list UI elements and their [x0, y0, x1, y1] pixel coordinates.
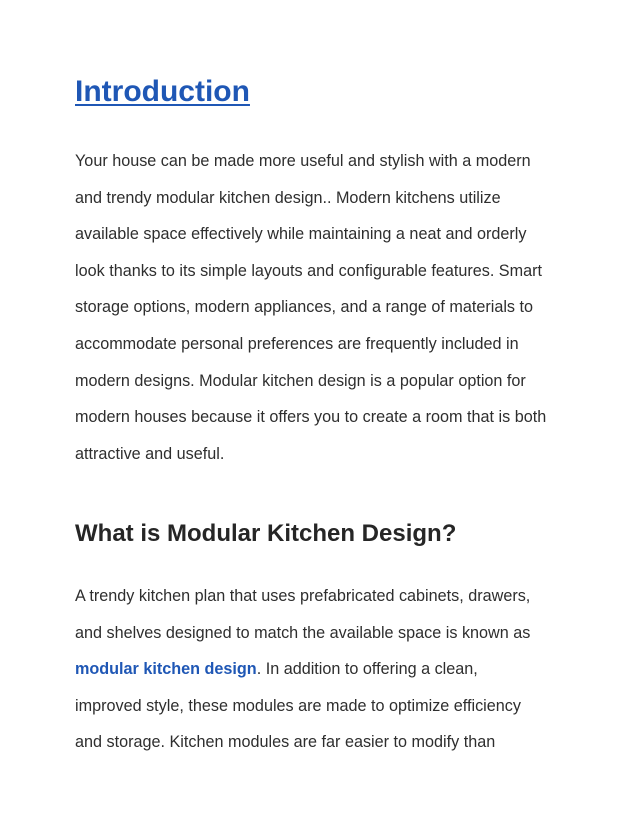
section-line: A trendy kitchen plan that uses prefabricated cabinets, drawers, [75, 587, 531, 605]
section-line-with-link [75, 651, 595, 688]
intro-paragraph [75, 143, 595, 472]
section-paragraph [75, 578, 595, 761]
intro-line: Your house can be made more useful and stylish with a modern [75, 152, 531, 170]
intro-line: available space effectively while maintaining a neat and orderly [75, 225, 527, 244]
intro-line: look thanks to its simple layouts and configurable features. Smart [75, 261, 542, 280]
intro-line: and trendy modular kitchen design.. Modern kitchens utilize [75, 188, 501, 207]
intro-line: attractive and useful. [75, 444, 225, 463]
intro-line: modern houses because it offers you to create a room that is both [75, 408, 547, 427]
introduction-heading-link[interactable]: Introduction [75, 75, 250, 108]
section-line-rest: . In addition to offering a clean, [256, 660, 478, 679]
intro-line: modern designs. Modular kitchen design is a popular option for [75, 371, 526, 390]
section-heading: What is Modular Kitchen Design? [75, 520, 457, 547]
intro-line: storage options, modern appliances, and a range of materials to [75, 298, 534, 317]
intro-line: accommodate personal preferences are frequently included in [75, 334, 519, 353]
section-line: and storage. Kitchen modules are far easier to modify than [75, 733, 496, 752]
modular-kitchen-design-link[interactable]: modular kitchen design [75, 660, 257, 679]
section-line: improved style, these modules are made to optimize efficiency [75, 696, 521, 715]
section-line: and shelves designed to match the available space is known as [75, 623, 531, 642]
